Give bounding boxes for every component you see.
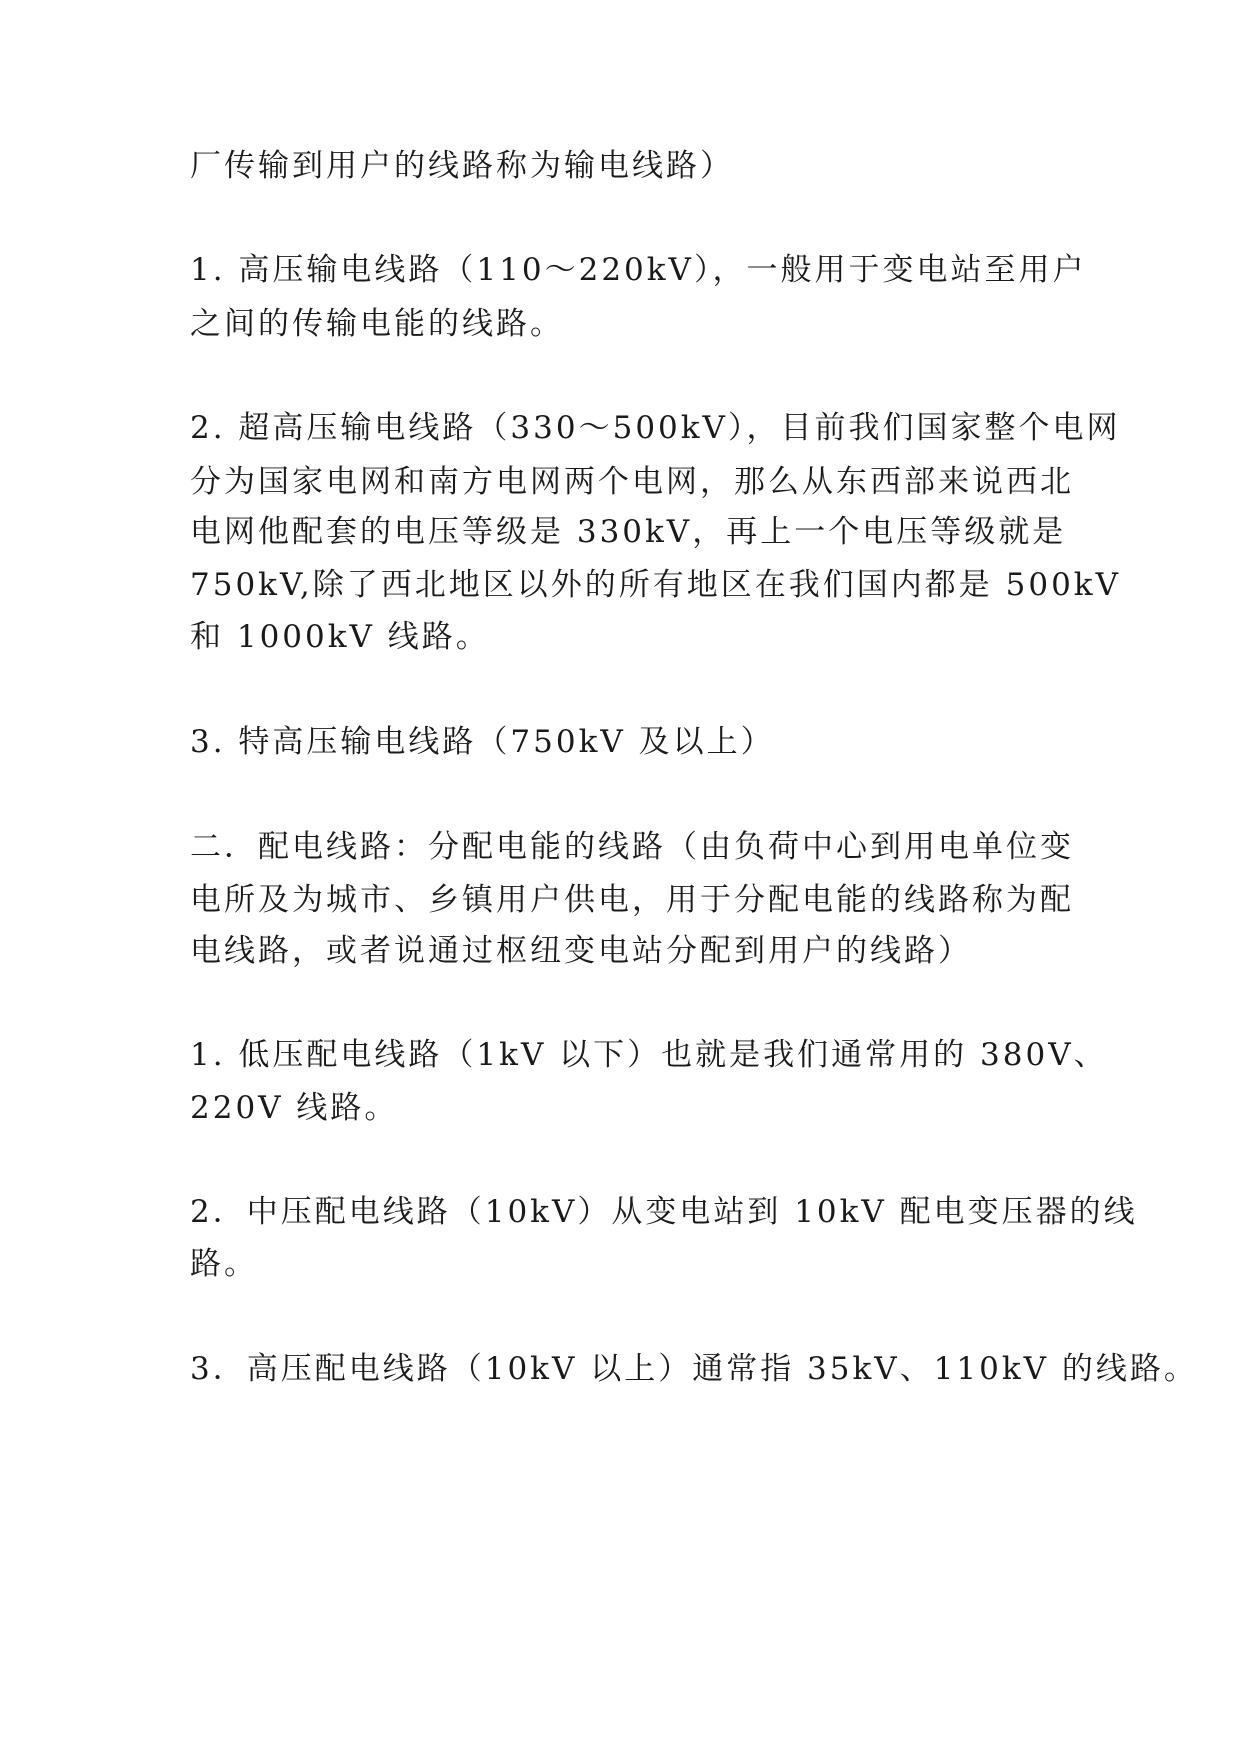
distribution-item-1-line-2: 220V 线路。	[190, 1090, 399, 1126]
transmission-item-2-line-2: 分为国家电网和南方电网两个电网，那么从东西部来说西北	[190, 464, 1074, 500]
transmission-item-2-line-4: 750kV,除了西北地区以外的所有地区在我们国内都是 500kV	[190, 567, 1121, 603]
transmission-item-2-line-3: 电网他配套的电压等级是 330kV，再上一个电压等级就是	[190, 514, 1067, 550]
transmission-item-1-line-1: 1. 高压输电线路（110～220kV），一般用于变电站至用户	[190, 252, 1087, 288]
transmission-item-1-line-2: 之间的传输电能的线路。	[190, 306, 564, 342]
distribution-item-1-line-1: 1. 低压配电线路（1kV 以下）也就是我们通常用的 380V、	[190, 1037, 1108, 1073]
transmission-item-2-line-1: 2. 超高压输电线路（330～500kV），目前我们国家整个电网	[190, 410, 1121, 446]
distribution-item-2-line-1: 2．中压配电线路（10kV）从变电站到 10kV 配电变压器的线	[190, 1194, 1138, 1230]
transmission-item-2-line-5: 和 1000kV 线路。	[190, 619, 490, 655]
transmission-item-3-line-1: 3. 特高压输电线路（750kV 及以上）	[190, 724, 775, 760]
intro-line: 厂传输到用户的线路称为输电线路）	[190, 148, 734, 184]
distribution-heading-line-2: 电所及为城市、乡镇用户供电，用于分配电能的线路称为配	[190, 882, 1074, 918]
distribution-item-2-line-2: 路。	[190, 1246, 258, 1282]
distribution-heading-line-3: 电线路，或者说通过枢纽变电站分配到用户的线路）	[190, 933, 972, 969]
distribution-heading-line-1: 二．配电线路：分配电能的线路（由负荷中心到用电单位变	[190, 829, 1074, 865]
distribution-item-3-line-1: 3．高压配电线路（10kV 以上）通常指 35kV、110kV 的线路。	[190, 1351, 1198, 1387]
